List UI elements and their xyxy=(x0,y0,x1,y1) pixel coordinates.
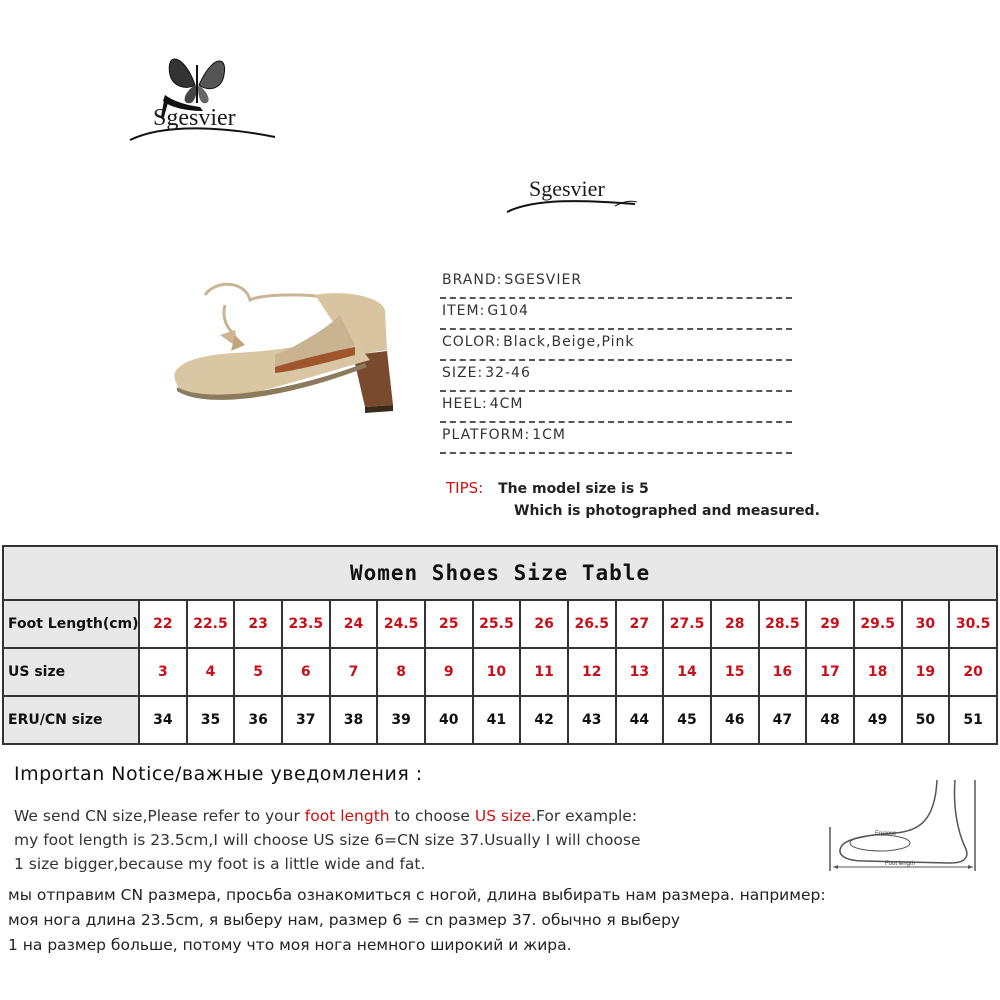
table-cell: 41 xyxy=(473,696,521,744)
table-cell: 19 xyxy=(902,648,950,696)
notice-text: to choose xyxy=(389,807,475,825)
enclose-label: Enclose xyxy=(875,831,897,837)
table-cell: 28 xyxy=(711,600,759,648)
notice-text: .For example: xyxy=(531,807,638,825)
foot-length-label: Foot length xyxy=(885,861,916,867)
table-cell: 46 xyxy=(711,696,759,744)
table-cell: 47 xyxy=(759,696,807,744)
table-cell: 20 xyxy=(949,648,997,696)
table-row-eu-cn-size xyxy=(3,696,997,744)
tips-line-2: Which is photographed and measured. xyxy=(514,503,820,519)
table-cell: 30 xyxy=(902,600,950,648)
highlight-foot-length: foot length xyxy=(304,807,390,825)
spec-value: Black,Beige,Pink xyxy=(503,334,635,350)
table-cell: 28.5 xyxy=(759,600,807,648)
table-cell: 48 xyxy=(806,696,854,744)
brand-logo-top xyxy=(125,45,285,155)
table-cell: 16 xyxy=(759,648,807,696)
row-header: ERU/CN size xyxy=(3,696,139,744)
butterfly-heel-icon xyxy=(125,45,285,155)
brand-logo-center xyxy=(505,170,645,220)
foot-measure-diagram xyxy=(825,775,985,875)
size-table xyxy=(2,545,998,745)
table-cell: 6 xyxy=(282,648,330,696)
table-cell: 18 xyxy=(854,648,902,696)
table-row-us-size xyxy=(3,648,997,696)
spec-label: BRAND: xyxy=(442,272,503,288)
spec-color xyxy=(440,330,792,361)
spec-value: 32-46 xyxy=(485,365,531,381)
table-cell: 3 xyxy=(139,648,187,696)
table-cell: 29.5 xyxy=(854,600,902,648)
tips-note xyxy=(446,479,866,519)
spec-heel xyxy=(440,392,792,423)
table-cell: 23.5 xyxy=(282,600,330,648)
highlight-us-size: US size xyxy=(474,807,532,825)
table-cell: 17 xyxy=(806,648,854,696)
row-header: Foot Length(cm) xyxy=(3,600,139,648)
table-cell: 27.5 xyxy=(663,600,711,648)
table-cell: 37 xyxy=(282,696,330,744)
table-cell: 15 xyxy=(711,648,759,696)
table-cell: 27 xyxy=(616,600,664,648)
table-cell: 22 xyxy=(139,600,187,648)
spec-label: SIZE: xyxy=(442,365,484,381)
spec-platform xyxy=(440,423,792,454)
table-cell: 25.5 xyxy=(473,600,521,648)
table-cell: 44 xyxy=(616,696,664,744)
table-cell: 8 xyxy=(377,648,425,696)
table-cell: 11 xyxy=(520,648,568,696)
table-cell: 23 xyxy=(234,600,282,648)
spec-label: COLOR: xyxy=(442,334,502,350)
tips-label: TIPS: xyxy=(446,479,484,497)
spec-label: ITEM: xyxy=(442,303,486,319)
table-cell: 30.5 xyxy=(949,600,997,648)
spec-brand xyxy=(440,268,792,299)
spec-value: 4CM xyxy=(489,396,524,412)
spec-value: G104 xyxy=(487,303,529,319)
notice-ru-line-2: моя нога длина 23.5cm, я выберу нам, размер 6 = cn размер 37. обычно я выберу xyxy=(8,911,681,929)
spec-label: PLATFORM: xyxy=(442,427,531,443)
notice-en-line-2: my foot length is 23.5cm,I will choose US size 6=CN size 37.Usually I will choose xyxy=(14,831,641,849)
table-cell: 4 xyxy=(187,648,235,696)
notice-ru-line-3: 1 на размер больше, потому что моя нога немного широкий и жира. xyxy=(8,936,572,954)
table-cell: 5 xyxy=(234,648,282,696)
row-header: US size xyxy=(3,648,139,696)
table-cell: 50 xyxy=(902,696,950,744)
table-cell: 38 xyxy=(330,696,378,744)
table-cell: 49 xyxy=(854,696,902,744)
notice-text: We send CN size,Please refer to your xyxy=(14,807,305,825)
table-cell: 29 xyxy=(806,600,854,648)
table-cell: 24.5 xyxy=(377,600,425,648)
table-cell: 35 xyxy=(187,696,235,744)
spec-label: HEEL: xyxy=(442,396,488,412)
table-cell: 26.5 xyxy=(568,600,616,648)
notice-title: Importan Notice/важные уведомления : xyxy=(14,763,423,785)
notice-ru-line-1: мы отправим CN размера, просьба ознакомиться с ногой, длина выбирать нам размера. например: xyxy=(8,886,826,904)
spec-size xyxy=(440,361,792,392)
table-cell: 22.5 xyxy=(187,600,235,648)
table-cell: 13 xyxy=(616,648,664,696)
size-table-title: Women Shoes Size Table xyxy=(3,546,997,600)
foot-outline-icon xyxy=(825,775,985,875)
table-cell: 14 xyxy=(663,648,711,696)
notice-english xyxy=(14,804,774,876)
table-cell: 25 xyxy=(425,600,473,648)
table-cell: 10 xyxy=(473,648,521,696)
table-cell: 24 xyxy=(330,600,378,648)
table-cell: 45 xyxy=(663,696,711,744)
tips-line-1: The model size is 5 xyxy=(498,481,649,497)
table-cell: 40 xyxy=(425,696,473,744)
table-cell: 43 xyxy=(568,696,616,744)
brand-logo-text: Sgesvier xyxy=(529,176,605,201)
table-cell: 39 xyxy=(377,696,425,744)
table-cell: 26 xyxy=(520,600,568,648)
spec-value: 1CM xyxy=(532,427,566,443)
notice-russian xyxy=(8,883,968,958)
table-cell: 51 xyxy=(949,696,997,744)
product-image xyxy=(165,275,415,435)
brand-logo-text: Sgesvier xyxy=(153,105,236,131)
product-specs xyxy=(440,268,792,454)
table-cell: 12 xyxy=(568,648,616,696)
table-cell: 42 xyxy=(520,696,568,744)
table-cell: 7 xyxy=(330,648,378,696)
table-cell: 34 xyxy=(139,696,187,744)
notice-en-line-3: 1 size bigger,because my foot is a little wide and fat. xyxy=(14,855,426,873)
table-cell: 36 xyxy=(234,696,282,744)
spec-item xyxy=(440,299,792,330)
notice-en-line-1 xyxy=(14,804,774,828)
spec-value: SGESVIER xyxy=(504,272,583,288)
table-row-foot-length xyxy=(3,600,997,648)
table-cell: 9 xyxy=(425,648,473,696)
shoe-icon xyxy=(165,275,415,435)
